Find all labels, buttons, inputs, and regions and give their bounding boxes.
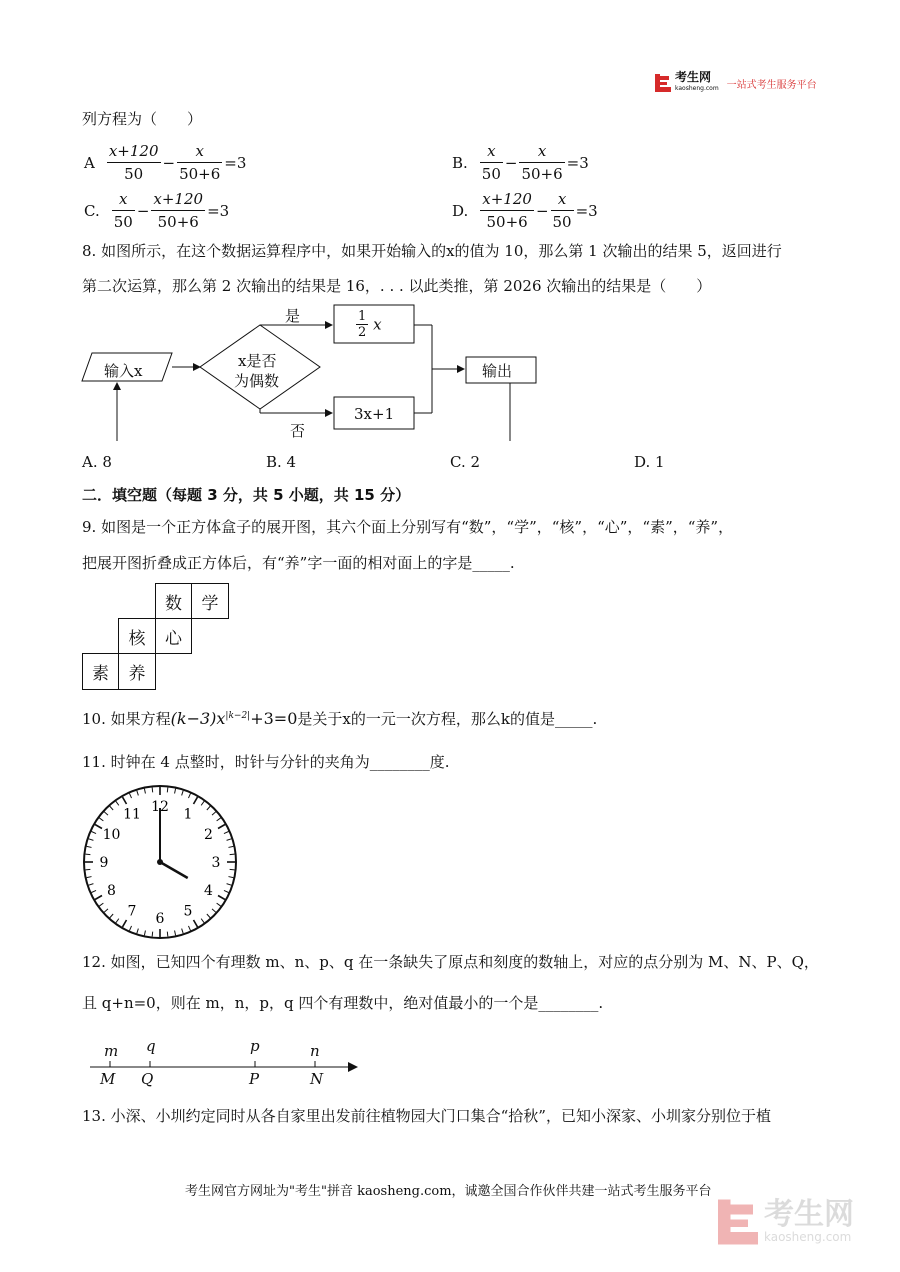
- flow-output-label: 输出: [482, 362, 513, 380]
- clock-tick: [123, 920, 127, 927]
- clock-center: [157, 859, 163, 865]
- q9-stem-line2: 把展开图折叠成正方体后，有“养”字一面的相对面上的字是_____.: [82, 554, 515, 572]
- clock-tick: [217, 903, 221, 906]
- net-cell-xue: 学: [191, 583, 229, 619]
- clock-tick: [218, 896, 225, 900]
- flow-input-label: 输入x: [104, 362, 143, 380]
- net-cell-yang: 养: [118, 653, 156, 690]
- clock-face: [80, 782, 240, 942]
- clock-tick: [207, 914, 210, 918]
- clock-tick: [129, 793, 131, 798]
- q13-stem-line1: 13. 小深、小圳约定同时从各自家里出发前往植物园大门口集合“拾秋”，已知小深家、小圳家分别位于植: [82, 1107, 771, 1125]
- clock-tick: [116, 919, 119, 923]
- clock-number: 9: [99, 855, 109, 871]
- net-cell-shu: 数: [155, 583, 192, 619]
- clock-tick: [230, 854, 235, 855]
- flow-decision-l1: x是否: [238, 352, 277, 370]
- clock-tick: [104, 812, 108, 815]
- clock-tick: [85, 869, 90, 870]
- axis-P: P: [249, 1070, 260, 1088]
- clock-tick: [116, 801, 119, 805]
- q9-stem-line1: 9. 如图是一个正方体盒子的展开图，其六个面上分别写有“数”，“学”，“核”，“心”，“素”，“养”，: [82, 518, 734, 536]
- clock-tick: [230, 869, 235, 870]
- q11-stem: 11. 时钟在 4 点整时，时针与分针的夹角为________度.: [82, 753, 450, 771]
- q12-number-line: [80, 1035, 380, 1095]
- clock-tick: [137, 791, 139, 796]
- q8-option-d[interactable]: D. 1: [634, 453, 665, 471]
- brand-slogan: 一站式考生服务平台: [726, 79, 817, 91]
- clock-tick: [89, 839, 94, 841]
- brand-logo-icon: [655, 74, 671, 92]
- clock-tick: [152, 787, 153, 792]
- axis-m: m: [104, 1042, 119, 1060]
- footer-watermark: [718, 1198, 854, 1246]
- clock-tick: [207, 806, 210, 810]
- q7-option-c[interactable]: C. $\frac{x}{50}$ − $\frac{x+120}{50+6}$ =3: [84, 190, 230, 231]
- clock-tick: [87, 846, 92, 847]
- clock-tick: [95, 896, 102, 900]
- clock-number: 12: [151, 799, 169, 815]
- clock-tick: [167, 932, 168, 937]
- clock-tick: [182, 929, 184, 934]
- clock-tick: [95, 825, 102, 829]
- clock-tick: [217, 818, 221, 821]
- axis-q: q: [146, 1037, 156, 1055]
- clock-tick: [201, 801, 204, 805]
- option-label: B.: [452, 153, 468, 172]
- clock-tick: [201, 919, 204, 923]
- clock-tick: [212, 812, 216, 815]
- clock-tick: [182, 791, 184, 796]
- clock-tick: [224, 831, 229, 833]
- clock-tick: [167, 787, 168, 792]
- clock-number: 7: [127, 903, 137, 920]
- net-cell-su: 素: [82, 653, 119, 690]
- clock-number: 1: [183, 806, 193, 823]
- clock-tick: [228, 877, 233, 878]
- clock-hour-hand: [160, 862, 188, 878]
- clock-tick: [85, 854, 90, 855]
- clock-tick: [194, 797, 198, 804]
- clock-number: 2: [204, 827, 213, 843]
- option-label: A: [84, 153, 95, 172]
- clock-number: 4: [204, 883, 213, 899]
- watermark-logo-icon: [718, 1198, 758, 1246]
- q12-stem-line1: 12. 如图，已知四个有理数 m、n、p、q 在一条缺失了原点和刻度的数轴上，对应的点分别为 M、N、P、Q，: [82, 953, 819, 971]
- clock-tick: [227, 884, 232, 886]
- clock-tick: [218, 825, 225, 829]
- clock-tick: [175, 930, 176, 935]
- net-cell-he: 核: [118, 618, 156, 654]
- axis-Q: Q: [141, 1070, 154, 1088]
- axis-n: n: [310, 1042, 320, 1060]
- clock-tick: [212, 909, 216, 912]
- flow-yes-op: $\frac{1}{2}$ x: [358, 309, 382, 340]
- flow-no-op: 3x+1: [354, 405, 395, 423]
- clock-number: 10: [102, 827, 121, 843]
- clock-tick: [144, 930, 145, 935]
- clock-tick: [129, 926, 131, 931]
- clock-tick: [91, 831, 96, 833]
- clock-tick: [194, 920, 198, 927]
- clock-tick: [110, 806, 113, 810]
- footer-text: 考生网官方网址为"考生"拼音 kaosheng.com，诚邀全国合作伙伴共建一站式考生服务平台: [185, 1184, 712, 1199]
- clock-number: 8: [107, 883, 116, 899]
- clock-tick: [89, 884, 94, 886]
- q8-stem-line1: 8. 如图所示，在这个数据运算程序中，如果开始输入的x的值为 10，那么第 1 次输出的结果 5，返回进行: [82, 242, 782, 260]
- watermark-domain: kaosheng.com: [764, 1230, 852, 1244]
- clock-tick: [99, 903, 103, 906]
- clock-tick: [175, 789, 176, 794]
- clock-number: 6: [155, 911, 165, 927]
- net-cell-xin: 心: [155, 618, 192, 654]
- brand-name: 考生网: [675, 70, 712, 84]
- flow-no-label: 否: [290, 422, 306, 440]
- section2-title: 二．填空题（每题 3 分，共 5 小题，共 15 分）: [82, 486, 411, 504]
- clock-number: 5: [183, 903, 193, 920]
- clock-tick: [104, 909, 108, 912]
- flow-decision-l2: 为偶数: [234, 372, 280, 390]
- q7-stem-tail: 列方程为（ ）: [82, 110, 203, 128]
- clock-tick: [188, 793, 190, 798]
- axis-p: p: [250, 1037, 260, 1055]
- q8-stem-line2: 第二次运算，那么第 2 次输出的结果是 16，. . . 以此类推，第 2026 次输出的结果是（ ）: [82, 277, 712, 295]
- clock-tick: [227, 839, 232, 841]
- clock-number: 3: [211, 855, 221, 871]
- clock-tick: [224, 890, 229, 892]
- axis-N: N: [310, 1070, 324, 1088]
- clock-tick: [110, 914, 113, 918]
- q7-option-d[interactable]: D. $\frac{x+120}{50+6}$ − $\frac{x}{50}$ =3: [452, 190, 598, 231]
- header-logo: [655, 72, 817, 94]
- watermark-brand: 考生网: [764, 1197, 854, 1232]
- clock-number: 11: [123, 806, 141, 823]
- clock-tick: [152, 932, 153, 937]
- q8-option-b[interactable]: B. 4: [266, 453, 297, 471]
- clock-tick: [123, 797, 127, 804]
- q8-option-a[interactable]: A. 8: [82, 453, 112, 471]
- option-label: D.: [452, 201, 469, 220]
- q12-stem-line2: 且 q+n=0，则在 m，n，p，q 四个有理数中，绝对值最小的一个是________.: [82, 994, 604, 1012]
- q10-stem: 10. 如果方程$(k-3)x^{|k-2|}+3=0$是关于x的一元一次方程，那么k的值是_____.: [82, 709, 598, 728]
- flow-yes-label: 是: [285, 307, 301, 325]
- clock-tick: [99, 818, 103, 821]
- brand-domain: kaosheng.com: [675, 85, 719, 92]
- clock-tick: [228, 846, 233, 847]
- clock-tick: [144, 789, 145, 794]
- q8-option-c[interactable]: C. 2: [450, 453, 481, 471]
- clock-tick: [87, 877, 92, 878]
- axis-M: M: [100, 1070, 116, 1088]
- q7-option-b[interactable]: B. $\frac{x}{50}$ − $\frac{x}{50+6}$ =3: [452, 142, 589, 183]
- option-label: C.: [84, 201, 100, 220]
- clock-tick: [91, 890, 96, 892]
- clock-tick: [137, 929, 139, 934]
- clock-tick: [188, 926, 190, 931]
- q7-option-a[interactable]: A $\frac{x+120}{50}$ − $\frac{x}{50+6}$ =3: [84, 142, 247, 183]
